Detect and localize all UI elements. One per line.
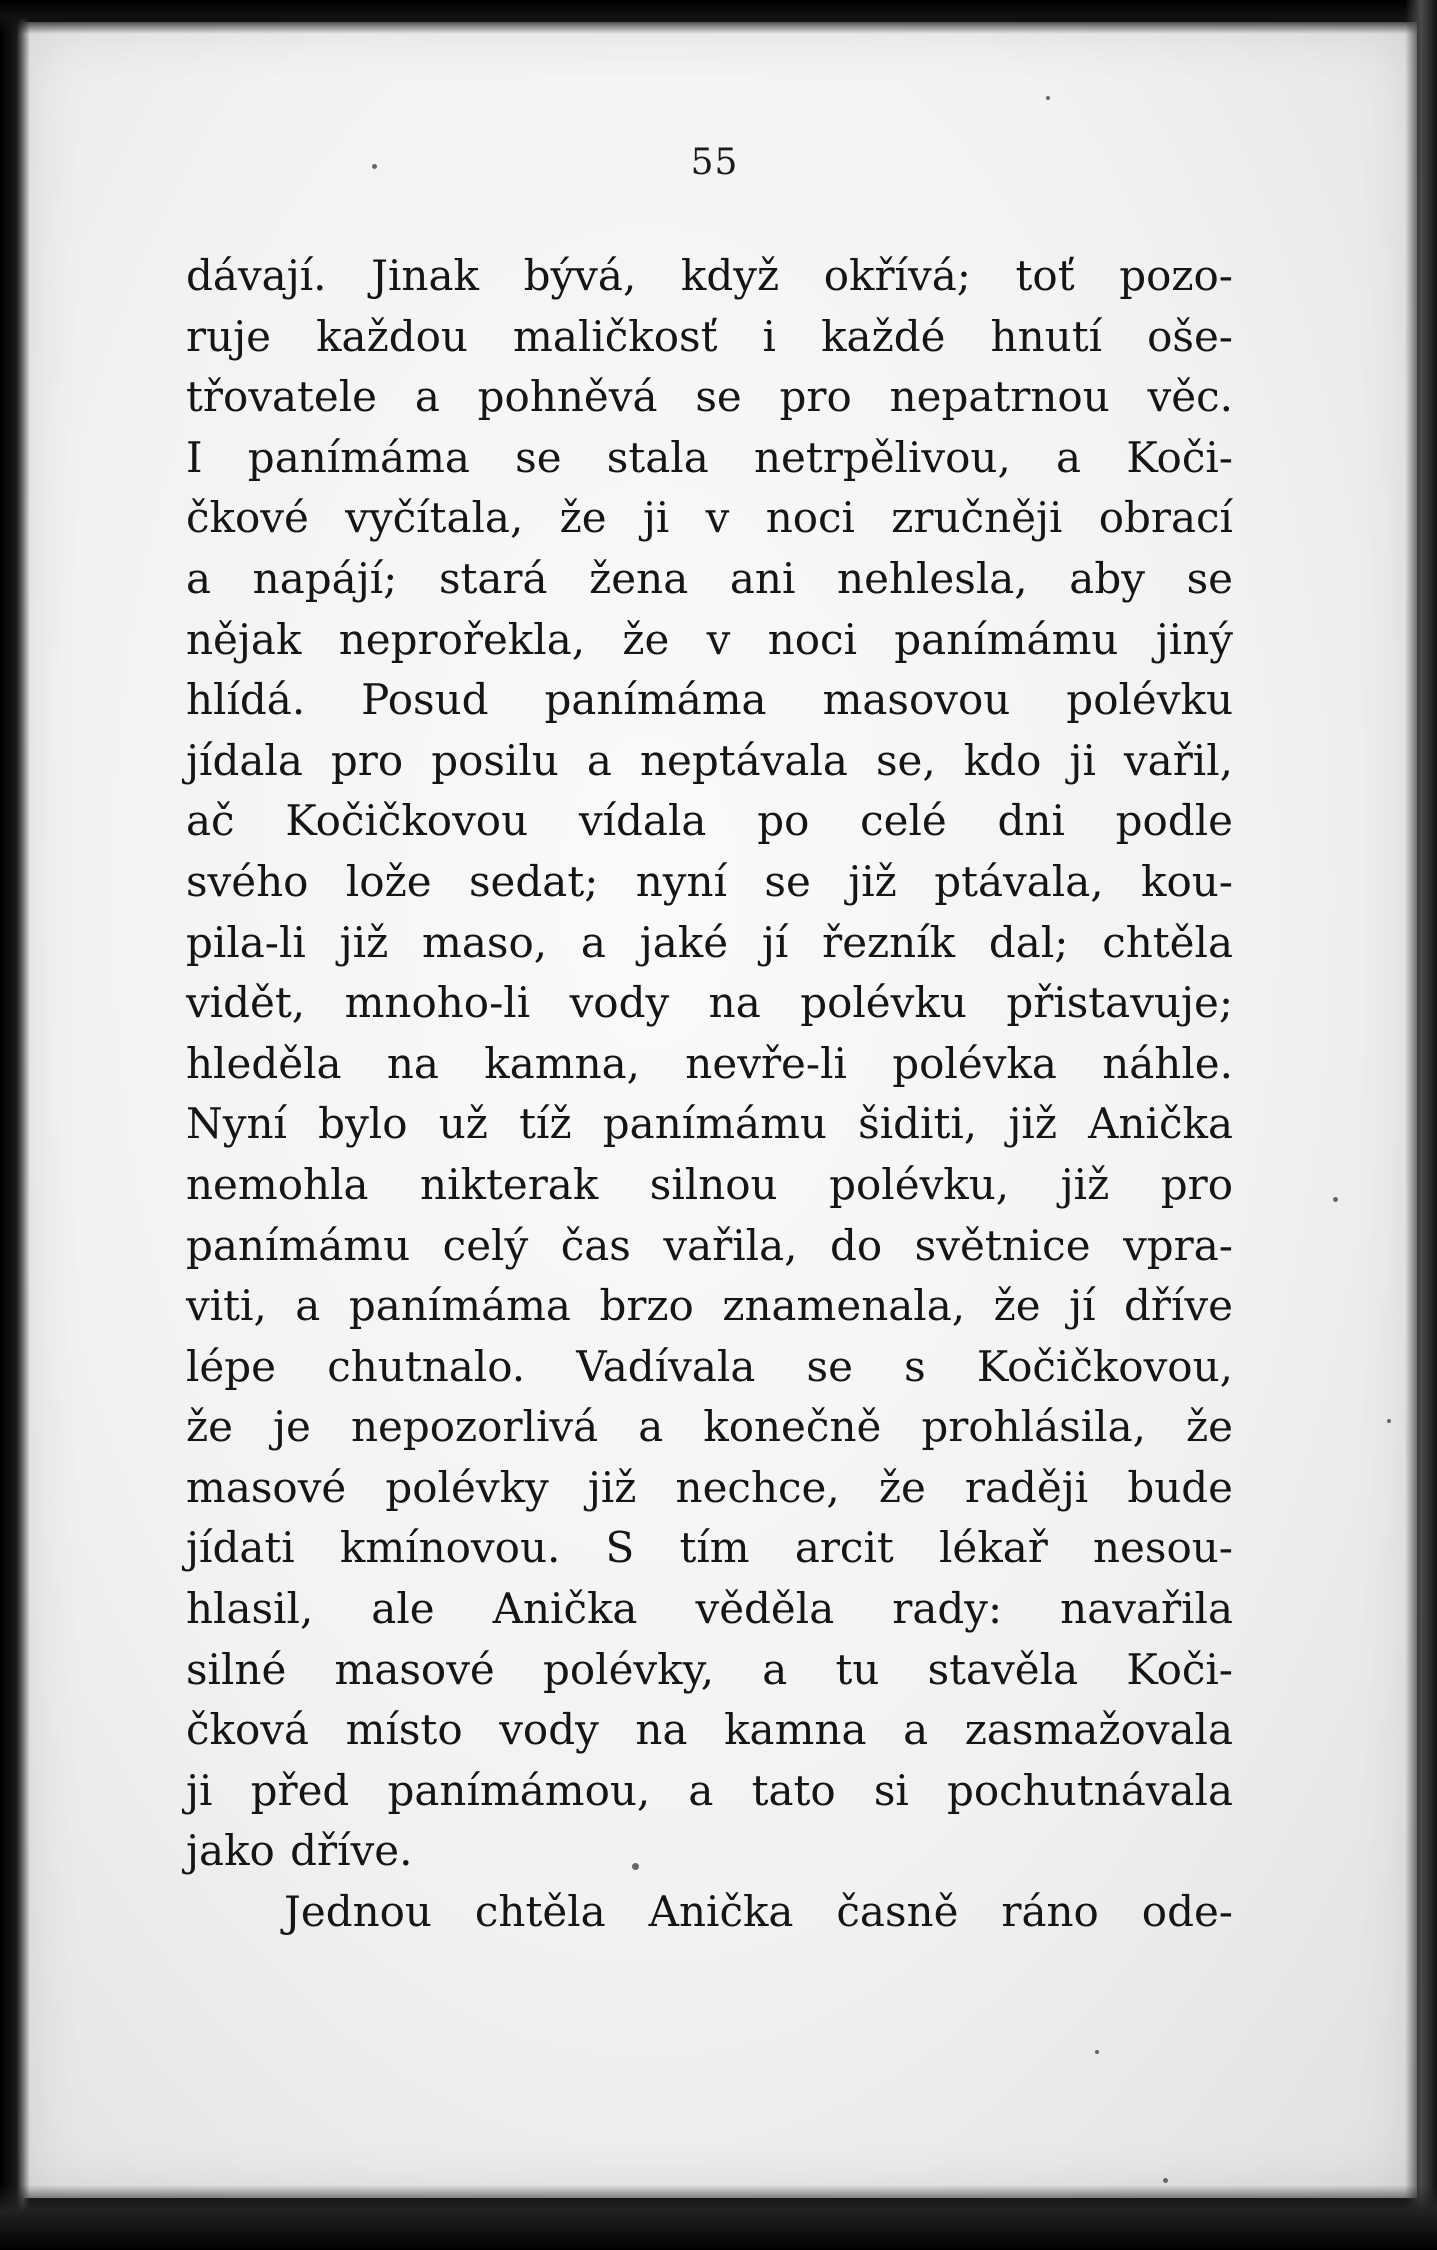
text-line: ruje každou maličkosť i každé hnutí oše- [186, 311, 1233, 361]
text-line: nějak neprořekla, že v noci panímámu jiný [186, 614, 1233, 664]
right-scan-edge [1405, 0, 1437, 2250]
print-speck [1095, 2050, 1099, 2054]
text-line: čkové vyčítala, že ji v noci zručněji obrací [186, 493, 1233, 543]
text-line: nemohla nikterak silnou polévku, již pro [186, 1159, 1233, 1209]
text-line: silné masové polévky, a tu stavěla Koči- [186, 1644, 1233, 1694]
bottom-scan-edge [0, 2185, 1437, 2250]
text-line: Jednou chtěla Anička časně ráno ode- [284, 1887, 1233, 1937]
page-number: 55 [690, 142, 739, 183]
text-line: čková místo vody na kamna a zasmažovala [186, 1705, 1233, 1755]
top-scan-edge [0, 0, 1437, 34]
book-spine-shadow [0, 0, 30, 2250]
text-line: hlídá. Posud panímáma masovou polévku [186, 675, 1233, 725]
text-line: viti, a panímáma brzo znamenala, že jí dříve [186, 1281, 1233, 1331]
text-line: hlasil, ale Anička věděla rady: navařila [186, 1584, 1233, 1634]
text-line: I panímáma se stala netrpělivou, a Koči- [186, 432, 1233, 482]
paragraph [186, 1882, 1233, 1943]
text-line: dávají. Jinak bývá, když okřívá; toť pozo- [186, 251, 1233, 300]
print-speck [1333, 1197, 1338, 1202]
print-speck [1387, 1419, 1391, 1423]
print-speck [1046, 96, 1050, 100]
text-line: ač Kočičkovou vídala po celé dni podle [186, 796, 1233, 846]
print-speck [1163, 2178, 1168, 2183]
text-line: a napájí; stará žena ani nehlesla, aby se [186, 553, 1233, 603]
text-line: jídala pro posilu a neptávala se, kdo ji vařil, [186, 735, 1233, 785]
paragraph [186, 246, 1233, 1882]
text-line: že je nepozorlivá a konečně prohlásila, že [186, 1402, 1233, 1452]
body-text [186, 246, 1233, 1943]
text-line: ji před panímámou, a tato si pochutnávala [186, 1765, 1233, 1815]
text-line: třovatele a pohněvá se pro nepatrnou věc. [186, 372, 1233, 422]
text-line: jako dříve. [186, 1826, 413, 1876]
text-line: lépe chutnalo. Vadívala se s Kočičkovou, [186, 1341, 1233, 1391]
text-line: jídati kmínovou. S tím arcit lékař nesou- [186, 1523, 1233, 1573]
text-line: Nyní bylo už tíž panímámu šiditi, již Anička [186, 1099, 1233, 1149]
text-line: svého lože sedat; nyní se již ptávala, kou- [186, 856, 1233, 906]
text-line: masové polévky již nechce, že raději bude [186, 1462, 1233, 1512]
text-line: hleděla na kamna, nevře-li polévka náhle. [186, 1038, 1233, 1088]
text-line: vidět, mnoho-li vody na polévku přistavuje; [186, 978, 1233, 1028]
text-line: panímámu celý čas vařila, do světnice vpra- [186, 1220, 1233, 1270]
text-line: pila-li již maso, a jaké jí řezník dal; chtěla [186, 917, 1233, 967]
